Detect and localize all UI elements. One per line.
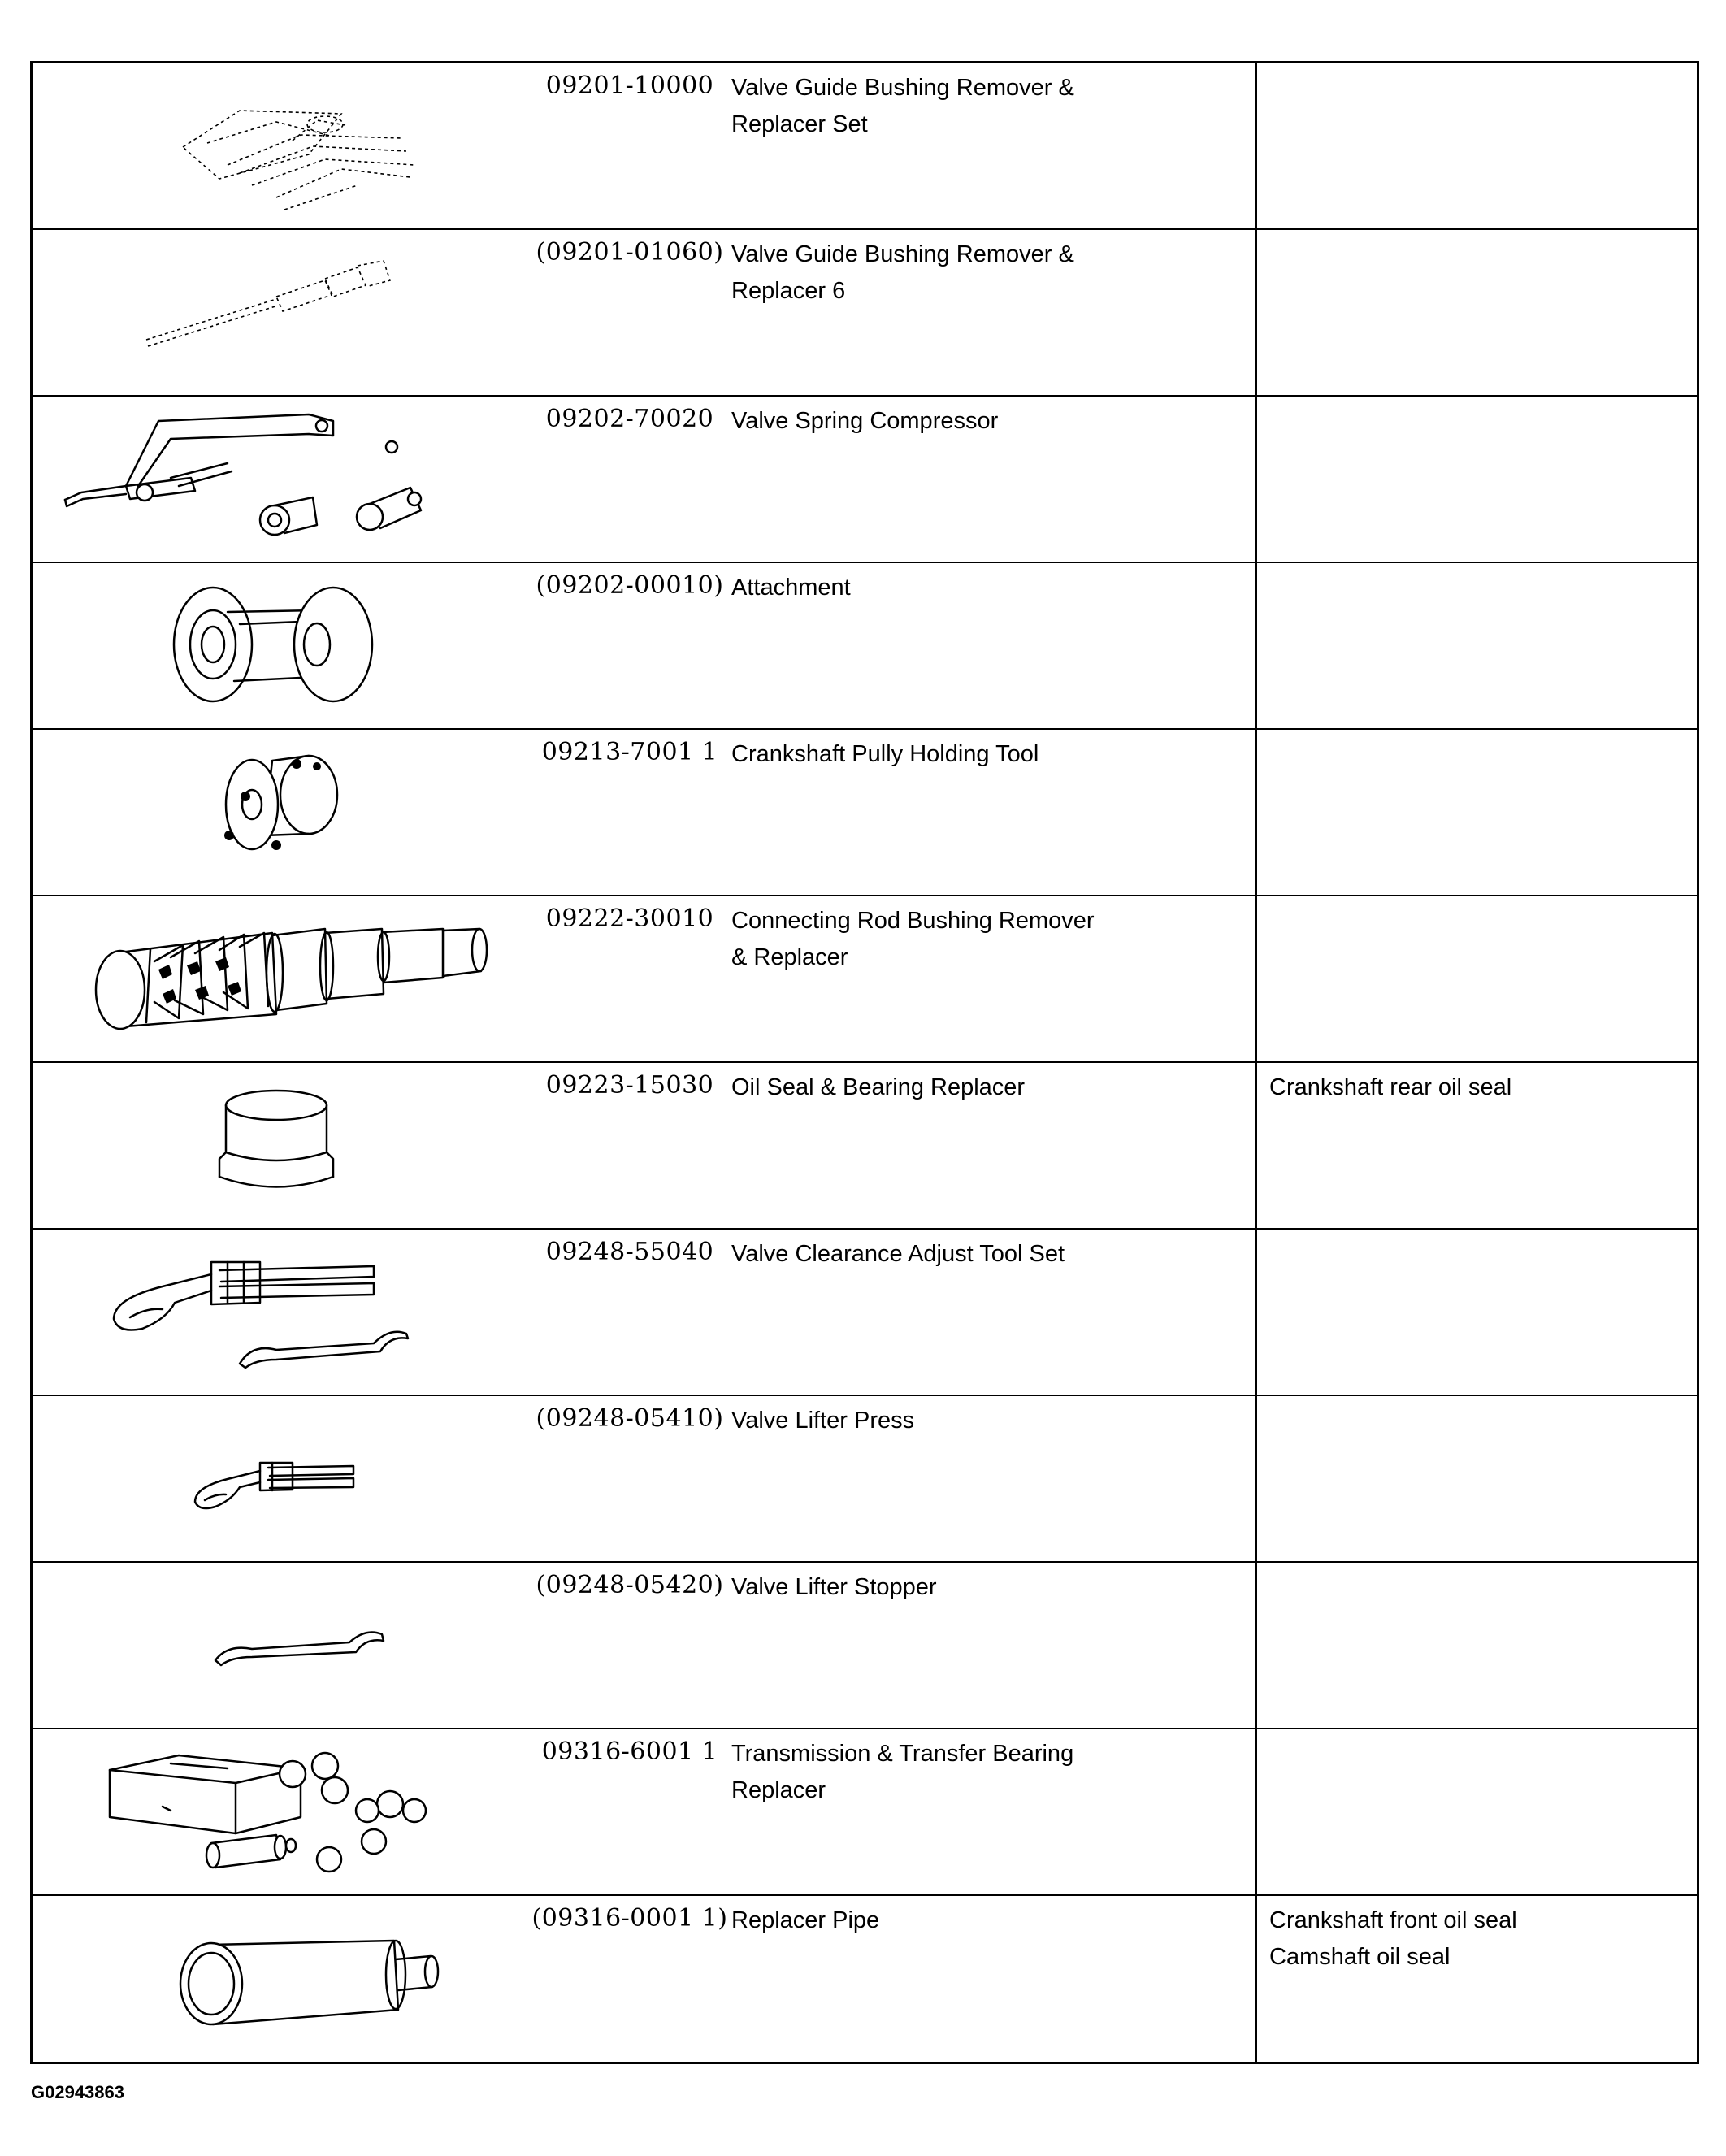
- pulley-holding-tool-icon: [33, 730, 512, 895]
- table-row: [33, 63, 1697, 230]
- part-number: (09316-0001 1): [531, 1904, 728, 1933]
- tool-name: Valve Guide Bushing Remover & Replacer Set: [731, 75, 1074, 137]
- special-service-tools-table: [30, 61, 1699, 2064]
- part-number: 09222-30010: [545, 904, 714, 933]
- column-divider: [1255, 1896, 1257, 2063]
- tool-name: Oil Seal & Bearing Replacer: [731, 1074, 1026, 1100]
- lifter-stopper-icon: [33, 1563, 512, 1728]
- table-row: [33, 896, 1697, 1063]
- column-divider: [1255, 1063, 1257, 1228]
- column-divider: [1255, 896, 1257, 1061]
- column-divider: [1255, 63, 1257, 228]
- part-number: 09202-70020: [545, 405, 714, 433]
- table-row: [33, 1896, 1697, 2063]
- part-number: 09223-15030: [545, 1071, 714, 1100]
- column-divider: [1255, 1563, 1257, 1728]
- table-row: [33, 230, 1697, 397]
- usage-note: Crankshaft rear oil seal: [1269, 1074, 1512, 1100]
- tool-name: Valve Spring Compressor: [731, 408, 999, 434]
- tool-name: Valve Lifter Press: [731, 1408, 915, 1434]
- column-divider: [1255, 1396, 1257, 1561]
- tool-name: Valve Guide Bushing Remover & Replacer 6: [731, 241, 1074, 304]
- table-row: [33, 1396, 1697, 1563]
- table-row: [33, 730, 1697, 896]
- lifter-press-icon: [33, 1396, 512, 1561]
- valve-guide-set-icon: [33, 63, 512, 228]
- tool-name: Connecting Rod Bushing Remover & Replacer: [731, 908, 1095, 970]
- part-number: (09202-00010): [536, 571, 724, 600]
- attachment-icon: [33, 563, 512, 728]
- part-number: (09248-05420): [536, 1571, 724, 1599]
- tool-name: Valve Lifter Stopper: [731, 1574, 937, 1600]
- column-divider: [1255, 230, 1257, 395]
- column-divider: [1255, 397, 1257, 562]
- column-divider: [1255, 1729, 1257, 1894]
- figure-id: G02943863: [31, 2082, 124, 2102]
- part-number: 09201-10000: [545, 72, 714, 100]
- part-number: 09248-55040: [545, 1238, 714, 1266]
- usage-note: Crankshaft front oil seal Camshaft oil seal: [1269, 1907, 1517, 1970]
- table-row: [33, 1729, 1697, 1896]
- replacer-pipe-icon: [33, 1896, 512, 2061]
- oil-seal-replacer-icon: [33, 1063, 512, 1228]
- clearance-tool-set-icon: [33, 1230, 512, 1395]
- part-number: (09201-01060): [536, 238, 724, 267]
- column-divider: [1255, 1230, 1257, 1395]
- table-row: [33, 397, 1697, 563]
- part-number: 09213-7001 1: [541, 738, 718, 766]
- spring-compressor-icon: [33, 397, 512, 562]
- table-row: [33, 563, 1697, 730]
- part-number: (09248-05410): [536, 1404, 724, 1433]
- table-row: [33, 1063, 1697, 1230]
- bearing-replacer-kit-icon: [33, 1729, 512, 1894]
- tool-name: Valve Clearance Adjust Tool Set: [731, 1241, 1065, 1267]
- bushing-remover-icon: [33, 230, 512, 395]
- column-divider: [1255, 730, 1257, 895]
- tool-name: Transmission & Transfer Bearing Replacer: [731, 1741, 1074, 1803]
- tool-name: Attachment: [731, 575, 851, 601]
- table-row: [33, 1230, 1697, 1396]
- rod-bushing-tool-icon: [33, 896, 512, 1061]
- part-number: 09316-6001 1: [541, 1737, 718, 1766]
- table-row: [33, 1563, 1697, 1729]
- tool-name: Replacer Pipe: [731, 1907, 880, 1933]
- tool-name: Crankshaft Pully Holding Tool: [731, 741, 1039, 767]
- column-divider: [1255, 563, 1257, 728]
